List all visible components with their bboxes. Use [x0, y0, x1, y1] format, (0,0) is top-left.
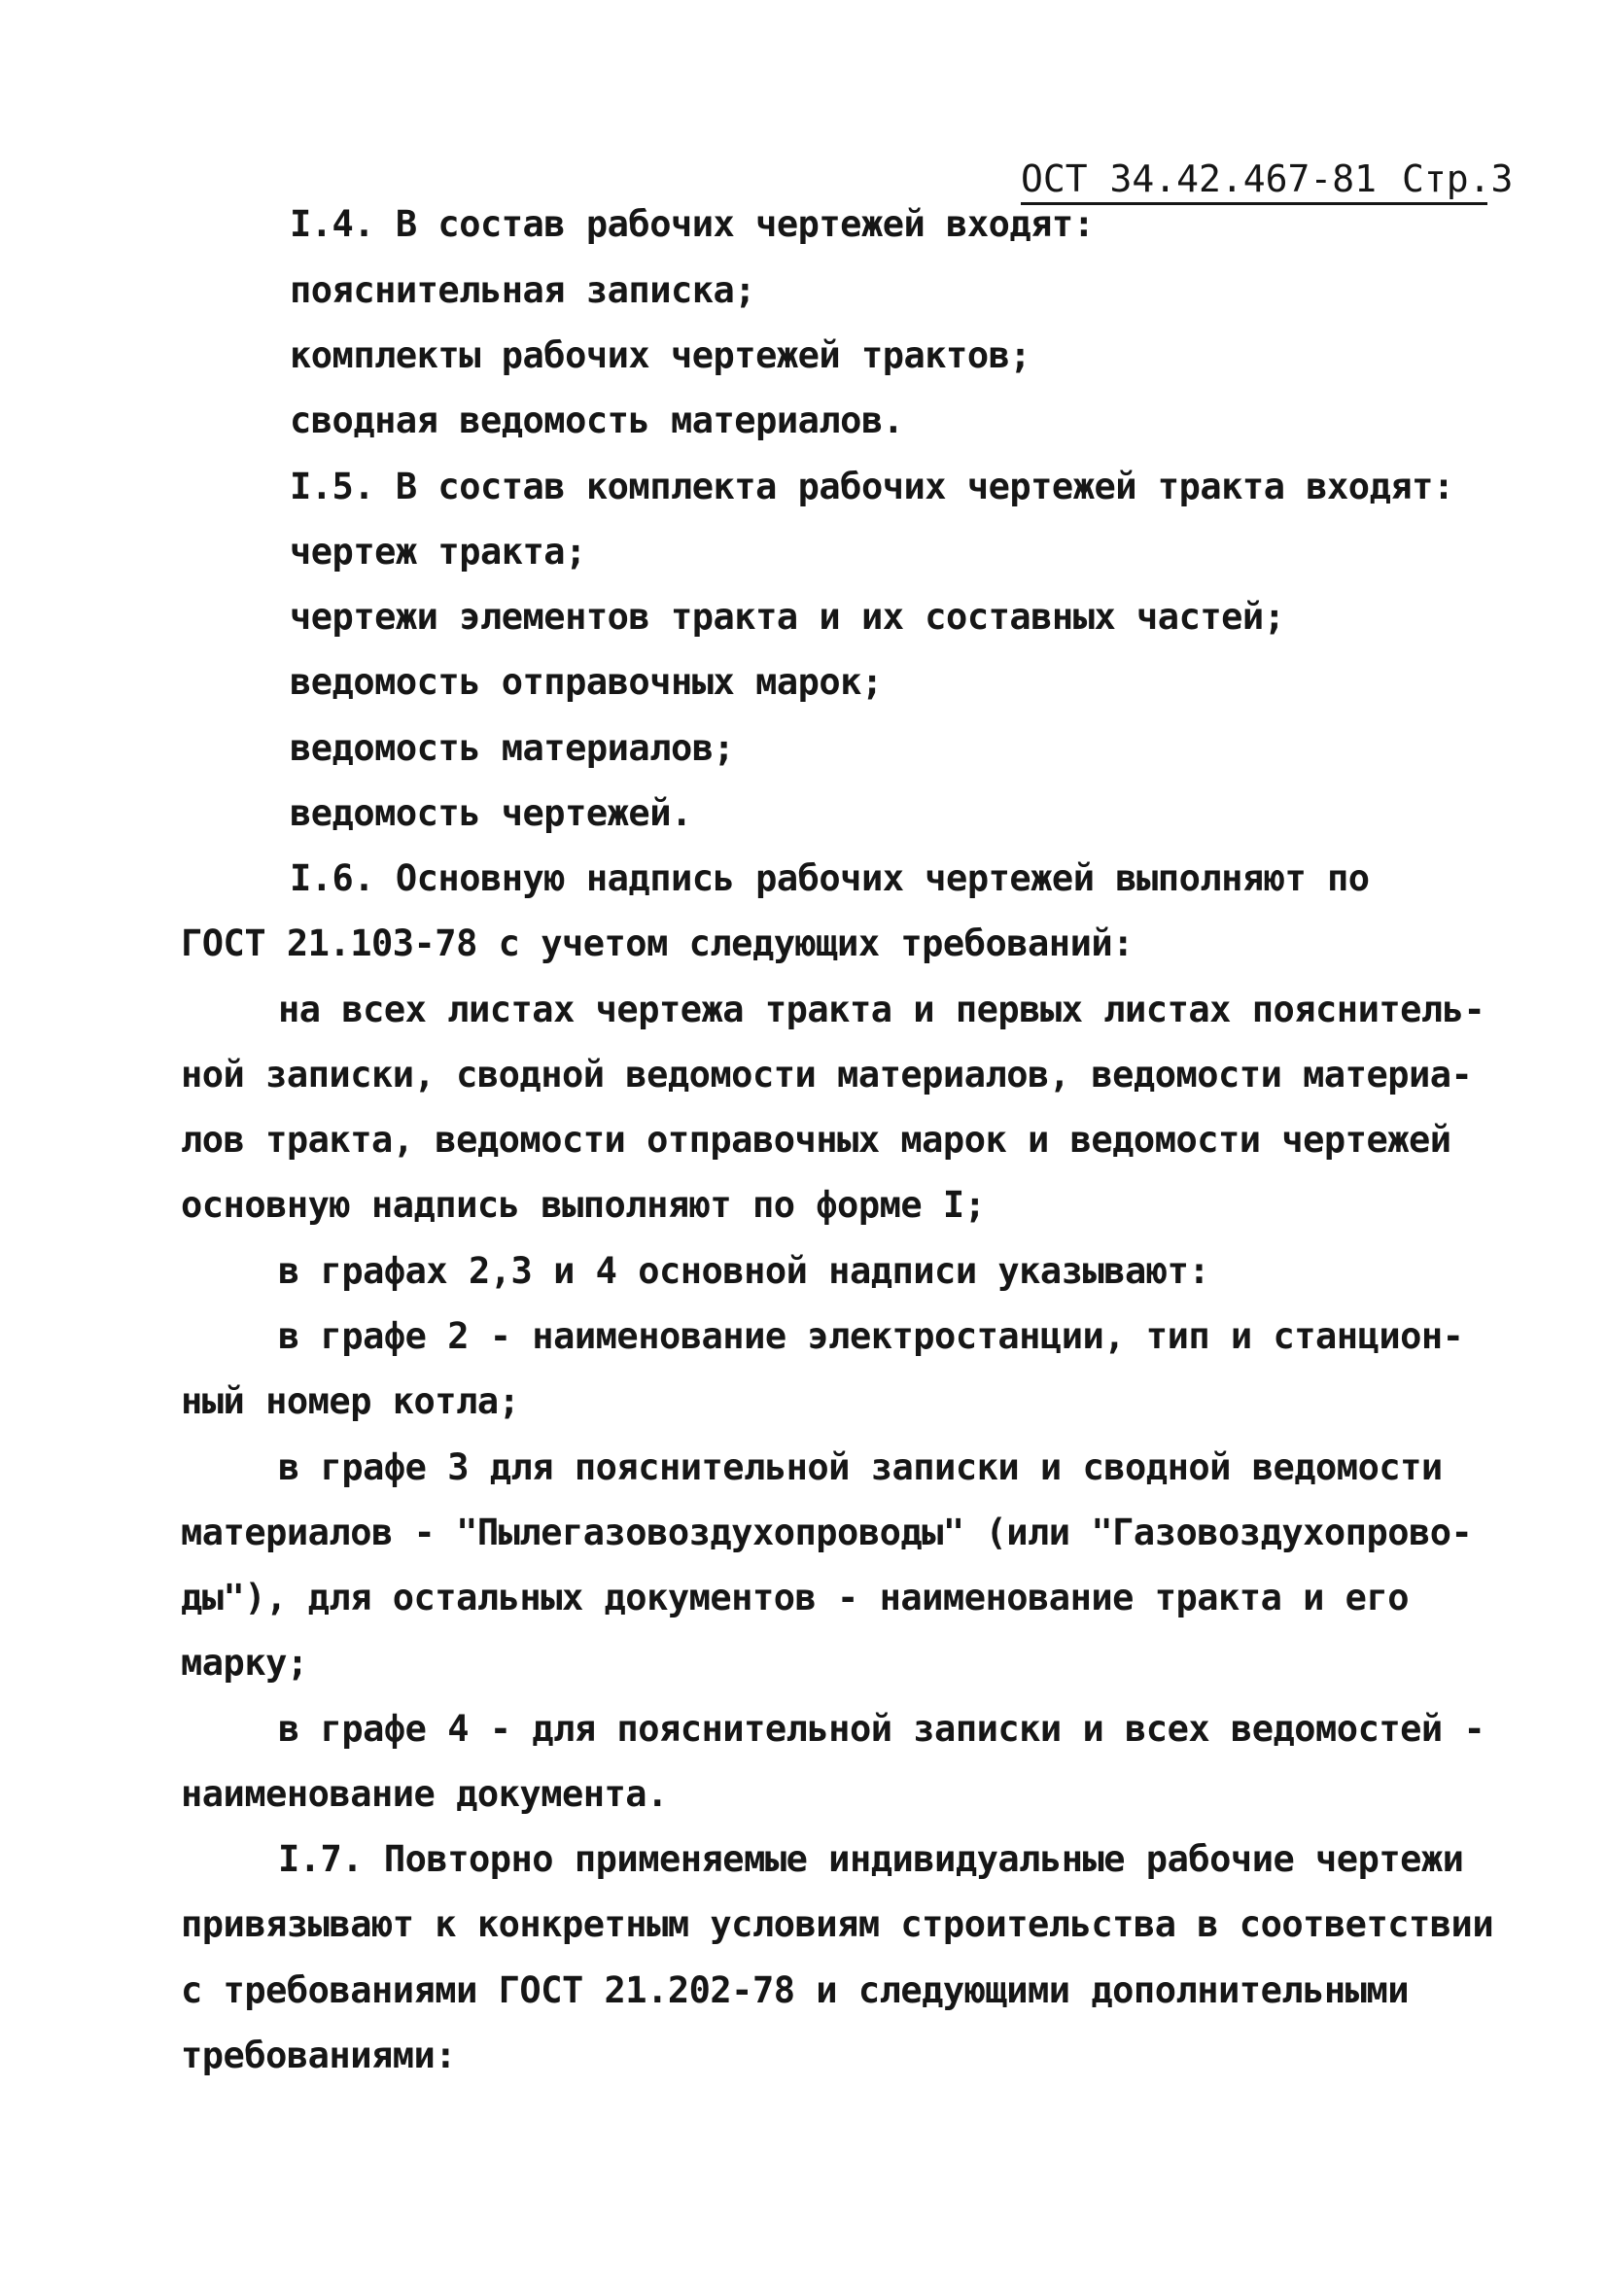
text-line: сводная ведомость материалов. [290, 400, 904, 441]
text-line: привязывают к конкретным условиям строительства в соответствии [181, 1903, 1494, 1945]
text-line: I.7. Повторно применяемые индивидуальные рабочие чертежи [278, 1838, 1464, 1880]
text-line: марку; [181, 1642, 308, 1684]
text-line: в графах 2,3 и 4 основной надписи указывают: [278, 1250, 1210, 1292]
text-line: чертеж тракта; [290, 531, 586, 573]
text-line: с требованиями ГОСТ 21.202-78 и следующими дополнительными [181, 1969, 1410, 2011]
text-line: требованиями: [181, 2035, 457, 2076]
text-line: в графе 3 для пояснительной записки и сводной ведомости [278, 1446, 1443, 1488]
text-line: основную надпись выполняют по форме I; [181, 1184, 986, 1226]
document-code: ОСТ 34.42.467-81 [1021, 157, 1378, 200]
text-line: ведомость отправочных марок; [290, 661, 883, 703]
page-header [1021, 156, 1514, 205]
text-line: пояснительная записка; [290, 269, 756, 311]
text-line: ды"), для остальных документов - наименование тракта и его [181, 1577, 1410, 1618]
text-line: в графе 4 - для пояснительной записки и всех ведомостей - [278, 1708, 1485, 1750]
text-line: наименование документа. [181, 1773, 668, 1815]
text-line: I.5. В состав комплекта рабочих чертежей тракта входят: [290, 466, 1454, 507]
text-line: I.6. Основную надпись рабочих чертежей выполняют по [290, 857, 1370, 899]
text-line: ный номер котла; [181, 1380, 520, 1422]
text-line: ГОСТ 21.103-78 с учетом следующих требований: [181, 922, 1134, 964]
text-line: ной записки, сводной ведомости материалов, ведомости материа- [181, 1054, 1473, 1096]
text-line: ведомость материалов; [290, 727, 735, 769]
text-line: на всех листах чертежа тракта и первых листах пояснитель- [278, 989, 1485, 1030]
text-line: в графе 2 - наименование электростанции, тип и станцион- [278, 1315, 1464, 1357]
text-line: комплекты рабочих чертежей трактов; [290, 334, 1031, 376]
text-line: ведомость чертежей. [290, 792, 692, 834]
text-line: I.4. В состав рабочих чертежей входят: [290, 203, 1095, 245]
page-number: Стр.3 [1402, 157, 1514, 200]
text-line: лов тракта, ведомости отправочных марок и ведомости чертежей [181, 1119, 1451, 1161]
text-line: чертежи элементов тракта и их составных частей; [290, 596, 1285, 638]
text-line: материалов - "Пылегазовоздухопроводы" (или "Газовоздухопрово- [181, 1512, 1473, 1553]
